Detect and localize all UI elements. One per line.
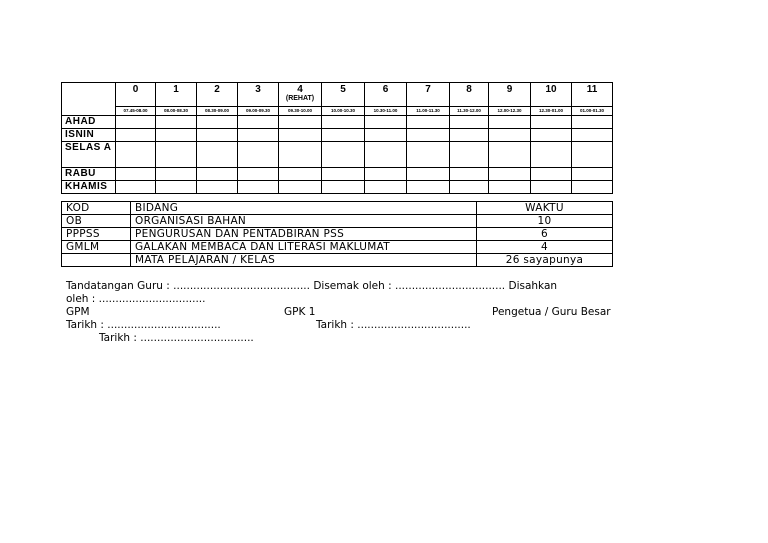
- period-header: [279, 83, 322, 107]
- timetable: [61, 82, 613, 194]
- timetable-cell: [531, 168, 572, 181]
- timetable-cell: [238, 181, 279, 194]
- day-row: [62, 116, 613, 129]
- period-time: 10.00-10.30: [322, 107, 365, 116]
- day-row: [62, 168, 613, 181]
- period-header: [407, 83, 450, 107]
- gpm-label: GPM: [66, 306, 90, 318]
- timetable-cell: [116, 129, 156, 142]
- period-time-row: [62, 107, 613, 116]
- timetable-cell: [450, 181, 489, 194]
- period-number: 4: [297, 84, 303, 95]
- day-row: [62, 181, 613, 194]
- day-name: AHAD: [62, 116, 116, 129]
- period-time: 11.30-12.00: [450, 107, 489, 116]
- timetable-cell: [238, 129, 279, 142]
- period-number: 7: [425, 84, 431, 95]
- period-header: [450, 83, 489, 107]
- timetable-cell: [489, 168, 531, 181]
- timetable-cell: [407, 129, 450, 142]
- timetable-cell: [156, 168, 197, 181]
- timetable-cell: [322, 129, 365, 142]
- timetable-cell: [489, 116, 531, 129]
- period-header: [572, 83, 613, 107]
- kod-cell-empty: [62, 254, 131, 267]
- period-header: [197, 83, 238, 107]
- period-time: 01.00-01.30: [572, 107, 613, 116]
- tarikh-gpk: Tarikh : ..................................: [316, 319, 471, 331]
- gpk-label: GPK 1: [284, 306, 316, 318]
- timetable-cell: [197, 116, 238, 129]
- signature-line-1: Tandatangan Guru : ......................................... Disemak oleh : ................................. Disahkan: [66, 280, 558, 292]
- waktu-header: WAKTU: [477, 202, 613, 215]
- timetable-cell: [156, 142, 197, 168]
- period-number: 9: [506, 84, 513, 95]
- period-number: 6: [382, 84, 389, 95]
- period-number: 8: [466, 84, 472, 95]
- timetable-cell: [156, 116, 197, 129]
- timetable-cell: [365, 181, 407, 194]
- timetable-cell: [365, 168, 407, 181]
- period-number: 10: [545, 84, 557, 95]
- period-header: [238, 83, 279, 107]
- timetable-cell: [116, 142, 156, 168]
- period-number: 1: [173, 84, 179, 95]
- timetable-cell: [156, 181, 197, 194]
- timetable-cell: [322, 168, 365, 181]
- period-time: 08.30-09.00: [197, 107, 238, 116]
- timetable-cell: [450, 142, 489, 168]
- period-number: 11: [586, 84, 598, 95]
- timetable-cell: [450, 116, 489, 129]
- timetable-cell: [197, 181, 238, 194]
- corner-cell: [62, 83, 116, 116]
- period-time: 10.30-11.00: [365, 107, 407, 116]
- period-time: 08.00-08.30: [156, 107, 197, 116]
- waktu-cell: 10: [477, 215, 613, 228]
- period-number: 3: [255, 84, 261, 95]
- codes-total-row: [62, 254, 613, 267]
- codes-table: [61, 201, 613, 267]
- timetable-cell: [572, 181, 613, 194]
- timetable-cell: [365, 142, 407, 168]
- kod-cell: OB: [62, 215, 131, 228]
- tarikh-pengetua: Tarikh : ..................................: [99, 332, 254, 344]
- timetable-cell: [322, 142, 365, 168]
- timetable-cell: [407, 116, 450, 129]
- period-time: 09.30-10.00: [279, 107, 322, 116]
- codes-header-row: [62, 202, 613, 215]
- timetable-cell: [489, 181, 531, 194]
- timetable-cell: [322, 116, 365, 129]
- kod-cell: PPPSS: [62, 228, 131, 241]
- timetable-cell: [531, 181, 572, 194]
- timetable-cell: [531, 129, 572, 142]
- timetable-cell: [116, 168, 156, 181]
- codes-row: [62, 228, 613, 241]
- timetable-cell: [238, 116, 279, 129]
- timetable-cell: [531, 116, 572, 129]
- day-name: ISNIN: [62, 129, 116, 142]
- timetable-cell: [407, 142, 450, 168]
- bidang-cell: GALAKAN MEMBACA DAN LITERASI MAKLUMAT: [131, 241, 477, 254]
- codes-row: [62, 215, 613, 228]
- timetable-cell: [407, 168, 450, 181]
- period-header: [531, 83, 572, 107]
- period-header: [365, 83, 407, 107]
- total-label: MATA PELAJARAN / KELAS: [131, 254, 477, 267]
- timetable-cell: [238, 142, 279, 168]
- timetable-cell: [572, 116, 613, 129]
- kod-cell: GMLM: [62, 241, 131, 254]
- waktu-cell: 6: [477, 228, 613, 241]
- bidang-header: BIDANG: [131, 202, 477, 215]
- timetable-cell: [197, 129, 238, 142]
- day-name: KHAMIS: [62, 181, 116, 194]
- day-name: SELAS A: [62, 142, 116, 168]
- timetable-cell: [197, 168, 238, 181]
- timetable-cell: [365, 129, 407, 142]
- timetable-cell: [489, 142, 531, 168]
- pengetua-label: Pengetua / Guru Besar: [492, 306, 611, 318]
- bidang-cell: PENGURUSAN DAN PENTADBIRAN PSS: [131, 228, 477, 241]
- timetable-cell: [489, 129, 531, 142]
- period-number-row: [62, 83, 613, 107]
- period-header: [156, 83, 197, 107]
- period-time: 07.45-08.00: [116, 107, 156, 116]
- day-name: RABU: [62, 168, 116, 181]
- period-number: 0: [132, 84, 139, 95]
- total-waktu: 26 sayapunya: [477, 254, 613, 267]
- tarikh-gpm: Tarikh : ..................................: [66, 319, 221, 331]
- timetable-cell: [365, 116, 407, 129]
- day-row: [62, 129, 613, 142]
- timetable-cell: [450, 168, 489, 181]
- waktu-cell: 4: [477, 241, 613, 254]
- timetable-cell: [450, 129, 489, 142]
- timetable-cell: [238, 168, 279, 181]
- timetable-cell: [279, 168, 322, 181]
- period-header: [489, 83, 531, 107]
- signature-line-2: oleh : ................................: [66, 293, 206, 305]
- timetable-cell: [407, 181, 450, 194]
- period-number: 2: [214, 84, 220, 95]
- period-time: 12.00-12.30: [489, 107, 531, 116]
- timetable-cell: [279, 181, 322, 194]
- timetable-cell: [572, 168, 613, 181]
- timetable-cell: [156, 129, 197, 142]
- timetable-cell: [279, 142, 322, 168]
- period-sub: (REHAT): [285, 95, 315, 102]
- period-number: 5: [340, 84, 346, 95]
- timetable-cell: [197, 142, 238, 168]
- period-header: [116, 83, 156, 107]
- timetable-cell: [116, 116, 156, 129]
- timetable-cell: [279, 129, 322, 142]
- timetable-cell: [572, 142, 613, 168]
- period-time: 11.00-11.30: [407, 107, 450, 116]
- kod-header: KOD: [62, 202, 131, 215]
- timetable-cell: [116, 181, 156, 194]
- period-time: 12.30-01.00: [531, 107, 572, 116]
- bidang-cell: ORGANISASI BAHAN: [131, 215, 477, 228]
- timetable-cell: [322, 181, 365, 194]
- codes-row: [62, 241, 613, 254]
- day-row: [62, 142, 613, 168]
- timetable-cell: [572, 129, 613, 142]
- timetable-cell: [531, 142, 572, 168]
- timetable-cell: [279, 116, 322, 129]
- period-header: [322, 83, 365, 107]
- period-time: 09.00-09.30: [238, 107, 279, 116]
